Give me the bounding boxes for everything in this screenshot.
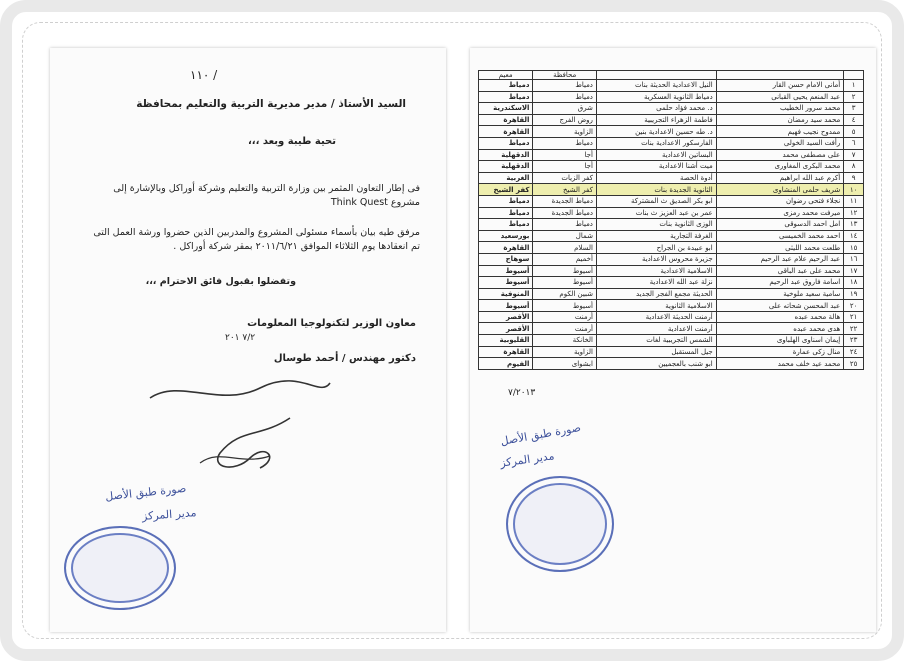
row-governorate: بورسعيد <box>479 230 533 242</box>
table-row <box>479 126 864 138</box>
table-row <box>479 358 864 370</box>
row-number: ١١ <box>844 195 864 207</box>
table-row <box>479 137 864 149</box>
row-number: ١٧ <box>844 265 864 277</box>
table-row <box>479 184 864 196</box>
table-header-row <box>479 71 864 80</box>
row-administration: أسيوط <box>533 265 596 277</box>
row-administration: أرمنت <box>533 311 596 323</box>
row-governorate: المنوفية <box>479 288 533 300</box>
row-governorate: أسيوط <box>479 265 533 277</box>
row-governorate: كفر الشيخ <box>479 184 533 196</box>
row-number: ٢٥ <box>844 358 864 370</box>
table-row <box>479 346 864 358</box>
row-governorate: الأقصر <box>479 323 533 335</box>
row-administration: شرق <box>533 103 596 115</box>
row-name: محمد البكرى المغاورى <box>716 161 844 173</box>
row-name: اسامة فاروق عبد الرحيم <box>716 277 844 289</box>
row-number: ١٥ <box>844 242 864 254</box>
row-school: الاسلامية الثانوية <box>596 300 716 312</box>
row-number: ٩ <box>844 172 864 184</box>
row-name: هالة محمد عبده <box>716 311 844 323</box>
table-row <box>479 114 864 126</box>
row-administration: دمياط <box>533 137 596 149</box>
roster-table <box>478 70 864 370</box>
row-administration: روض الفرج <box>533 114 596 126</box>
row-school: أدوة الحصة <box>596 172 716 184</box>
table-row <box>479 277 864 289</box>
table-row <box>479 265 864 277</box>
row-number: ١٨ <box>844 277 864 289</box>
row-governorate: القاهرة <box>479 242 533 254</box>
row-number: ٢٣ <box>844 335 864 347</box>
row-school: د. طه حسين الاعدادية بنين <box>596 126 716 138</box>
header-school <box>596 71 716 80</box>
row-governorate: دمياط <box>479 137 533 149</box>
handwriting-certified: صورة طبق الأصل <box>499 421 582 448</box>
row-name: منال زكى عمارة <box>716 346 844 358</box>
roster-body <box>479 80 864 370</box>
row-school: أرمنت الاعدادية <box>596 323 716 335</box>
row-school: فاطمة الزهراء التجريبية <box>596 114 716 126</box>
page-note: ٧/٢٠١٣ <box>508 388 536 398</box>
row-number: ٥ <box>844 126 864 138</box>
row-number: ١٢ <box>844 207 864 219</box>
row-school: نزلة عبد الله الاعدادية <box>596 277 716 289</box>
signer-name: دكتور مهندس / أحمد طوسال <box>273 353 416 364</box>
row-school: الغرفة التجارية <box>596 230 716 242</box>
signature-scribble <box>140 368 340 478</box>
reference-number: ١١٠ / <box>190 68 218 82</box>
table-row <box>479 91 864 103</box>
date-note: ٧/٢ ٢٠١ <box>225 333 256 343</box>
row-name: إيمان اسناوى الهلباوى <box>716 335 844 347</box>
table-row <box>479 80 864 92</box>
row-administration: أسيوط <box>533 277 596 289</box>
row-name: طلعت محمد الليثى <box>716 242 844 254</box>
row-administration: كفر الشيخ <box>533 184 596 196</box>
row-school: ابو عبيدة بن الجراح <box>596 242 716 254</box>
row-number: ١٣ <box>844 219 864 231</box>
row-name: محمد على عبد الباقى <box>716 265 844 277</box>
row-governorate: الاسكندرية <box>479 103 533 115</box>
row-number: ٨ <box>844 161 864 173</box>
row-administration: الخانكة <box>533 335 596 347</box>
row-administration: ابشواى <box>533 358 596 370</box>
row-governorate: دمياط <box>479 207 533 219</box>
row-governorate: القاهرة <box>479 114 533 126</box>
row-school: الوزى الثانوية بنات <box>596 219 716 231</box>
row-governorate: أسيوط <box>479 300 533 312</box>
row-name: امل احمد الدسوقى <box>716 219 844 231</box>
row-administration: دمياط <box>533 91 596 103</box>
row-governorate: سوهاج <box>479 253 533 265</box>
row-name: هدى محمد عبده <box>716 323 844 335</box>
row-governorate: القاهرة <box>479 126 533 138</box>
row-name: نجلاء فتحى رضوان <box>716 195 844 207</box>
table-row <box>479 242 864 254</box>
row-name: سامية سعيد ملوخية <box>716 288 844 300</box>
row-number: ٢٠ <box>844 300 864 312</box>
row-school: دمياط الثانوية العسكرية <box>596 91 716 103</box>
row-school: الحديثة مجمع الفجر الجديد <box>596 288 716 300</box>
row-number: ٢١ <box>844 311 864 323</box>
row-name: أكرم عبد الله ابراهيم <box>716 172 844 184</box>
row-school: ميت أشنا الاعدادية <box>596 161 716 173</box>
official-stamp-icon <box>64 526 176 610</box>
table-row <box>479 288 864 300</box>
table-row <box>479 161 864 173</box>
table-row <box>479 149 864 161</box>
row-number: ١٤ <box>844 230 864 242</box>
paragraph-2: مرفق طيه بيان بأسماء مسئولى المشروع والمدربين الذين حضروا ورشة العمل التى تم انعقادها يوم الثلاثاء الموافق ٢٠١١/٦/٢١ بمقر شركة أوراكل . <box>93 227 420 252</box>
row-school: عمر بن عبد العزيز ث بنات <box>596 207 716 219</box>
row-governorate: دمياط <box>479 219 533 231</box>
row-school: البساتين الاعدادية <box>596 149 716 161</box>
row-number: ٣ <box>844 103 864 115</box>
row-administration: الزاوية <box>533 126 596 138</box>
row-school: جزيرة محروس الاعدادية <box>596 253 716 265</box>
row-governorate: القليوبية <box>479 335 533 347</box>
row-school: الشمس التجريبية لغات <box>596 335 716 347</box>
row-governorate: دمياط <box>479 80 533 92</box>
row-number: ٢٢ <box>844 323 864 335</box>
table-row <box>479 323 864 335</box>
row-number: ٤ <box>844 114 864 126</box>
closing-line: وتفضلوا بقبول فائق الاحترام ،،، <box>145 276 296 287</box>
row-governorate: أسيوط <box>479 277 533 289</box>
row-name: محمد سرور الخطيب <box>716 103 844 115</box>
row-administration: أخميم <box>533 253 596 265</box>
header-governorate: معيم <box>479 71 533 80</box>
row-governorate: القاهرة <box>479 346 533 358</box>
row-governorate: الأقصر <box>479 311 533 323</box>
row-administration: أجا <box>533 149 596 161</box>
paragraph-1: فى إطار التعاون المثمر بين وزارة التربية والتعليم وشركة أوراكل وبالإشارة إلى مشروع Think Quest <box>113 183 420 208</box>
addressee-line: السيد الأستاذ / مدير مديرية التربية والتعليم بمحافظة <box>136 98 406 110</box>
row-school: الثانوية الجديدة بنات <box>596 184 716 196</box>
roster-page <box>470 48 876 632</box>
row-school: النيل الاعدادية الحديثة بنات <box>596 80 716 92</box>
row-governorate: الدقهلية <box>479 161 533 173</box>
row-administration: أسيوط <box>533 300 596 312</box>
table-row <box>479 335 864 347</box>
row-name: محمد عيد خلف محمد <box>716 358 844 370</box>
table-row <box>479 300 864 312</box>
table-row <box>479 219 864 231</box>
row-name: أمانى الامام حسن القار <box>716 80 844 92</box>
row-school: د. محمد فؤاد حلمى <box>596 103 716 115</box>
table-row <box>479 172 864 184</box>
row-number: ٧ <box>844 149 864 161</box>
row-school: ابو شنب بالعجميين <box>596 358 716 370</box>
row-school: الاسلامية الاعدادية <box>596 265 716 277</box>
row-number: ١ <box>844 80 864 92</box>
row-number: ٢٤ <box>844 346 864 358</box>
official-stamp-icon <box>506 476 614 572</box>
row-administration: شبين الكوم <box>533 288 596 300</box>
table-row <box>479 207 864 219</box>
row-name: ممدوح نجيب فهيم <box>716 126 844 138</box>
row-school: ابو بكر الصديق ث المشتركة <box>596 195 716 207</box>
row-name: محمد سيد رمضان <box>716 114 844 126</box>
header-administration: محافظة <box>533 71 596 80</box>
row-administration: شمال <box>533 230 596 242</box>
row-number: ٦ <box>844 137 864 149</box>
header-name <box>716 71 844 80</box>
letter-page <box>50 48 446 632</box>
row-governorate: الدقهلية <box>479 149 533 161</box>
row-number: ٢ <box>844 91 864 103</box>
row-administration: دمياط <box>533 219 596 231</box>
row-administration: دمياط الجديدة <box>533 207 596 219</box>
row-name: ميرفت محمد رمزى <box>716 207 844 219</box>
row-administration: كفر الزيات <box>533 172 596 184</box>
row-administration: أجا <box>533 161 596 173</box>
row-name: عبد المنعم يحيى القبانى <box>716 91 844 103</box>
signer-title: معاون الوزير لتكنولوجيا المعلومات <box>247 318 416 329</box>
row-governorate: الفيوم <box>479 358 533 370</box>
row-administration: أرمنت <box>533 323 596 335</box>
row-school: الفارسكور الاعدادية بنات <box>596 137 716 149</box>
row-governorate: دمياط <box>479 91 533 103</box>
row-number: ١٩ <box>844 288 864 300</box>
row-number: ١٦ <box>844 253 864 265</box>
handwriting-director: مدير المركز <box>499 449 556 470</box>
table-row <box>479 311 864 323</box>
row-name: احمد محمد الخميسى <box>716 230 844 242</box>
row-administration: دمياط <box>533 80 596 92</box>
row-name: عبد المحسن شحاته على <box>716 300 844 312</box>
row-administration: الزاوية <box>533 346 596 358</box>
row-governorate: الغربية <box>479 172 533 184</box>
table-row <box>479 195 864 207</box>
table-row <box>479 230 864 242</box>
table-row <box>479 103 864 115</box>
row-administration: دمياط الجديدة <box>533 195 596 207</box>
row-school: أرمنت الحديثة الاعدادية <box>596 311 716 323</box>
row-name: عبد الرحيم علام عبد الرحيم <box>716 253 844 265</box>
handwriting-director: مدير المركز <box>141 506 197 523</box>
handwriting-certified: صورة طبق الأصل <box>104 481 187 504</box>
row-name: شريف حلمى المنشاوى <box>716 184 844 196</box>
greeting: تحية طيبة وبعد ،،، <box>248 136 336 147</box>
row-name: على مصطفى محمد <box>716 149 844 161</box>
table-row <box>479 253 864 265</box>
header-number <box>844 71 864 80</box>
row-number: ١٠ <box>844 184 864 196</box>
row-school: جيل المستقبل <box>596 346 716 358</box>
row-name: رأفت السيد الخولى <box>716 137 844 149</box>
row-governorate: دمياط <box>479 195 533 207</box>
row-administration: السلام <box>533 242 596 254</box>
